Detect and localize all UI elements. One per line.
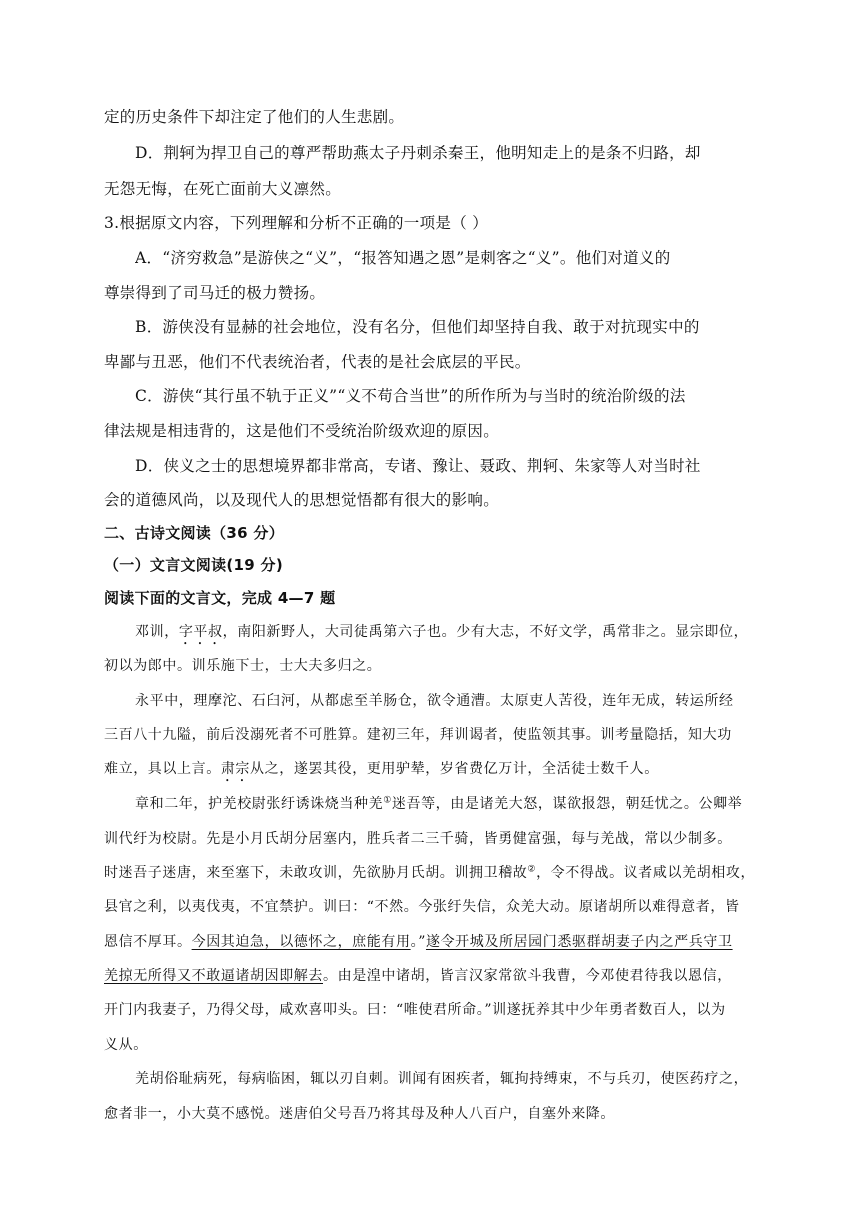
p3-text-d: ，令不得战。议者咸以羌胡相攻，: [536, 865, 756, 881]
footnote-mark-1: ①: [383, 795, 392, 806]
p3-text-b: 迷吾等，由是诸羌大怒，谋欲报怨，朝廷忧之。公卿举: [391, 796, 743, 812]
p1-dotted-term: 字平叔: [178, 624, 223, 640]
q3-option-c-line1: C．游侠“其行虽不轨于正义”“义不苟合当世”的所作所为与当时的统治阶级的法: [135, 387, 686, 405]
p3-text-g: 。由是湟中诸胡，皆言汉家常欲斗我曹，今邓使君待我以恩信，: [323, 968, 732, 984]
q2-option-d-line2: 无怨无悔，在死亡面前大义凛然。: [104, 180, 342, 198]
underlined-sentence-3: 羌掠无所得又不敢逼诸胡因即解去: [104, 968, 323, 984]
q2-option-c-tail: 定的历史条件下却注定了他们的人生悲剧。: [104, 108, 405, 126]
passage-p3-line2: 训代纡为校尉。先是小月氏胡分居塞内，胜兵者二三千骑，皆勇健富强，每与羌战，常以少制多。: [104, 831, 732, 847]
passage-p3-line7: 开门内我妻子，乃得父母，咸欢喜叩头。曰：“唯使君所命。”训遂抚养其中少年勇者数百人，以为: [104, 1002, 726, 1018]
footnote-mark-2: ②: [527, 864, 537, 875]
q3-option-b-line2: 卑鄙与丑恶，他们不代表统治者，代表的是社会底层的平民。: [104, 353, 531, 371]
passage-p4-line1: 羌胡俗耻病死，每病临困，辄以刃自刺。训闻有困疾者，辄拘持缚束，不与兵刃，使医药疗之，: [135, 1071, 749, 1087]
p2-text-a: 难立，具以上言。: [104, 761, 221, 777]
underlined-sentence-2: 遂令开城及所居园门悉驱群胡妻子内之严兵守卫: [425, 934, 733, 950]
passage-p3-line8: 义从。: [104, 1037, 148, 1053]
p2-dotted-term: 肃宗: [220, 761, 251, 777]
reading-instruction: 阅读下面的文言文，完成 4—7 题: [104, 589, 336, 607]
passage-p3-line3: [104, 862, 784, 884]
question-3-stem: 3.根据原文内容，下列理解和分析不正确的一项是（ ）: [104, 214, 489, 232]
q3-option-d-line1: D．侠义之士的思想境界都非常高，专诸、豫让、聂政、荆轲、朱家等人对当时社: [135, 457, 701, 475]
passage-p4-line2: 愈者非一，小大莫不感悦。迷唐伯父号吾乃将其母及种人八百户，自塞外来降。: [104, 1106, 615, 1122]
q3-option-d-line2: 会的道德风尚，以及现代人的思想觉悟都有很大的影响。: [104, 491, 500, 509]
q3-option-a-line1: A．“济穷救急”是游侠之“义”，“报答知遇之恩”是刺客之“义”。他们对道义的: [135, 249, 671, 267]
p2-text-b: 从之，遂罢其役，更用驴辇，岁省费亿万计，全活徒士数千人。: [250, 761, 659, 777]
p3-text-e: 恩信不厚耳。: [104, 934, 192, 950]
q3-option-a-line2: 尊崇得到了司马迁的极力赞扬。: [104, 284, 326, 302]
passage-p2-line3: [104, 758, 784, 785]
passage-p2-line2: 三百八十九隘，前后没溺死者不可胜算。建初三年，拜训谒者，使监领其事。训考量隐括，知大功: [104, 727, 732, 743]
p3-text-c: 时迷吾子迷唐，来至塞下，未敢攻训，先欲胁月氏胡。训拥卫稽故: [104, 865, 528, 881]
section-2-title: 二、古诗文阅读（36 分）: [104, 524, 284, 542]
q3-option-b-line1: B．游侠没有显赫的社会地位，没有名分，但他们却坚持自我、敢于对抗现实中的: [135, 318, 700, 336]
underlined-sentence-1: 今因其迫急，以德怀之，庶能有用: [191, 934, 411, 950]
q2-option-d-line1: D．荆轲为捍卫自己的尊严帮助燕太子丹刺杀秦王，他明知走上的是条不归路，却: [135, 144, 701, 162]
section-2-subtitle: （一）文言文阅读(19 分): [104, 556, 284, 574]
passage-p3-line5: [104, 931, 784, 953]
p3-text-a: 章和二年，护羌校尉张纡诱诛烧当种羌: [135, 796, 384, 812]
p1-text-b: ，南阳新野人，大司徒禹第六子也。少有大志，不好文学，禹常非之。显宗即位，: [222, 624, 749, 640]
passage-p1-line2: 初以为郎中。训乐施下士，士大夫多归之。: [104, 658, 382, 674]
q3-option-c-line2: 律法规是相违背的，这是他们不受统治阶级欢迎的原因。: [104, 422, 500, 440]
passage-p3-line1: [135, 793, 785, 815]
passage-p3-line4: 县官之利，以夷伐夷，不宜禁护。训曰：“不然。今张纡失信，众羌大动。原诸胡所以难得意者，皆: [104, 899, 740, 915]
p1-text-a: 邓训，: [135, 624, 179, 640]
p3-text-f: 。”: [410, 934, 426, 950]
passage-p3-line6: [104, 965, 784, 987]
passage-p2-line1: 永平中，理摩沱、石臼河，从都虑至羊肠仓，欲令通漕。太原吏人苦役，连年无成，转运所经: [135, 693, 734, 709]
passage-p1-line1: [135, 621, 785, 648]
